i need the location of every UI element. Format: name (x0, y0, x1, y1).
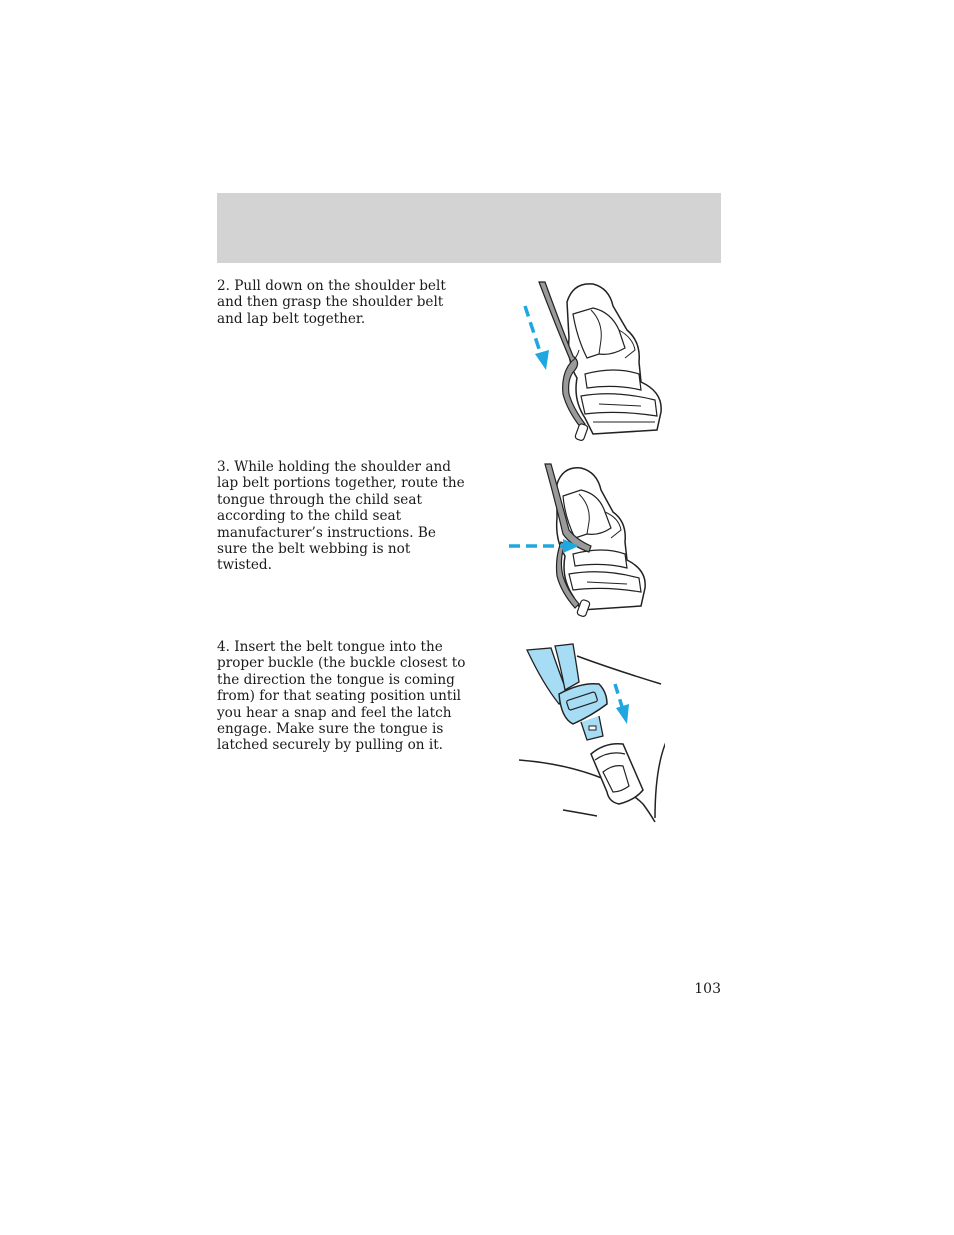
step-4-text: 4. Insert the belt tongue into the proper buckle (the buckle closest to the direction the tongue is coming from) for that seating position until you hear a snap and feel the latch engage. Make sure the tongue is latched securely by pulling on it. (217, 639, 466, 754)
insert-belt-tongue-illustration (515, 642, 665, 827)
section-header-bar (217, 193, 721, 263)
page-number: 103 (694, 981, 721, 997)
route-belt-through-child-seat-illustration (505, 460, 670, 625)
shoulder-belt-pull-down-illustration (515, 278, 675, 444)
step-2-text: 2. Pull down on the shoulder belt and then grasp the shoulder belt and lap belt together. (217, 278, 446, 327)
step-3-text: 3. While holding the shoulder and lap belt portions together, route the tongue through the child seat according to the child seat manufacturer’s instructions. Be sure the belt webbing is not twisted. (217, 459, 465, 574)
